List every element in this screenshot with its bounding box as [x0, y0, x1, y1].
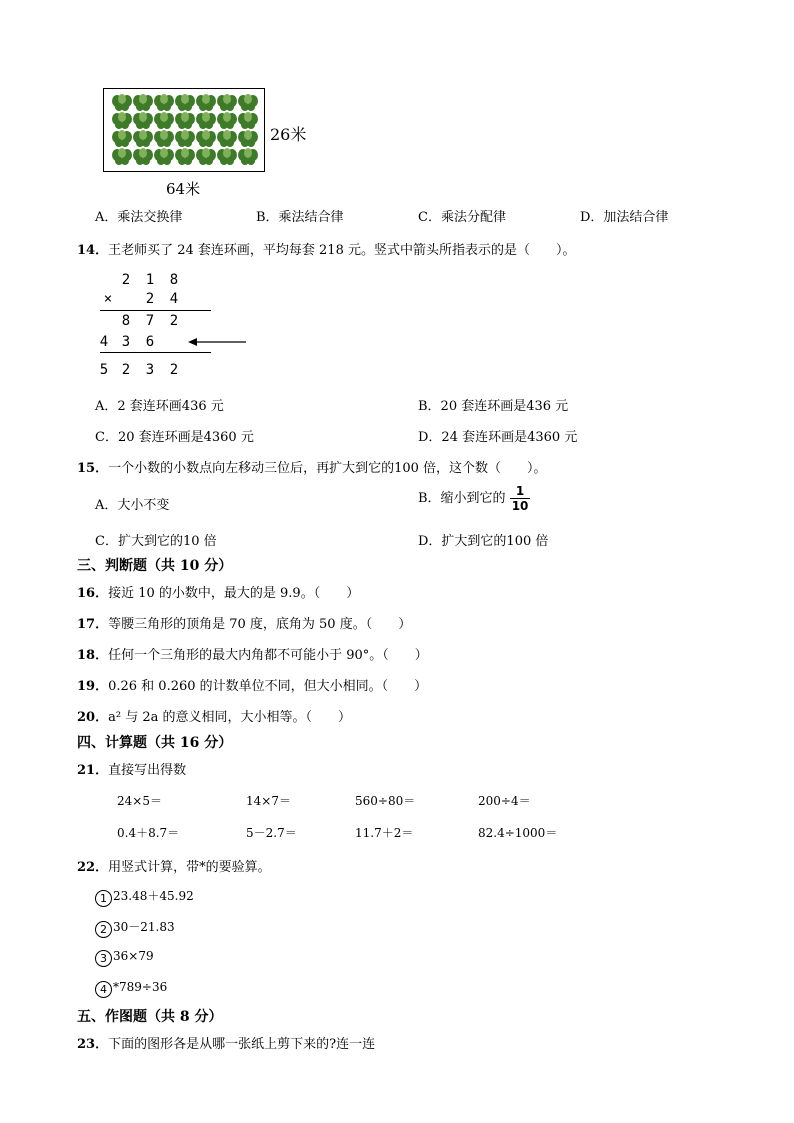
plant-icon — [112, 148, 132, 165]
question-22 — [77, 856, 271, 875]
q14-option-a[interactable]: A．2 套连环画436 元 — [95, 399, 224, 414]
question-number: 22． — [77, 860, 109, 875]
question-21 — [77, 759, 186, 778]
oral-calc-item: 560÷80＝ — [355, 794, 416, 808]
question-text: 下面的图形各是从哪一张纸上剪下来的?连一连 — [108, 1037, 376, 1052]
q14-option-d[interactable]: D．24 套连环画是4360 元 — [418, 430, 578, 445]
plant-icon — [154, 94, 174, 111]
q14-option-c[interactable]: C．20 套连环画是4360 元 — [95, 430, 254, 445]
digit: 8 — [121, 313, 131, 329]
question-14 — [77, 239, 575, 258]
times-sign: × — [103, 291, 113, 307]
field-width-label: 26米 — [270, 125, 307, 144]
q15-option-a[interactable]: A．大小不变 — [95, 498, 170, 513]
question-number: 21． — [77, 763, 109, 778]
arrow-left-icon — [188, 336, 248, 348]
q15-option-b[interactable] — [418, 484, 530, 514]
q13-option-c[interactable]: C．乘法分配律 — [418, 210, 506, 225]
q13-option-d[interactable]: D．加法结合律 — [580, 210, 669, 225]
question-text: 王老师买了 24 套连环画，平均每套 218 元。竖式中箭头所指表示的是（ ）。 — [108, 243, 576, 258]
oral-calc-item: 200÷4＝ — [478, 794, 531, 808]
plant-icon — [133, 148, 153, 165]
question-text: 一个小数的小数点向左移动三位后，再扩大到它的100 倍，这个数（ ）。 — [108, 461, 547, 476]
digit: 2 — [169, 313, 179, 329]
plant-icon — [112, 112, 132, 129]
plant-icon — [238, 112, 258, 129]
circled-number: 2 — [95, 921, 112, 938]
question-number: 20． — [77, 710, 109, 725]
q15-option-d[interactable]: D．扩大到它的100 倍 — [418, 534, 549, 549]
oral-calc-item: 0.4＋8.7＝ — [117, 826, 180, 840]
question-number: 23． — [77, 1037, 109, 1052]
circled-number: 3 — [95, 950, 112, 967]
question-text: 任何一个三角形的最大内角都不可能小于 90°。（ ） — [108, 648, 428, 663]
question-text: 直接写出得数 — [108, 763, 187, 778]
digit: 6 — [145, 334, 155, 350]
plant-icon — [217, 112, 237, 129]
plant-icon — [217, 148, 237, 165]
digit: 3 — [121, 334, 131, 350]
question-20 — [77, 706, 351, 725]
plant-icon — [217, 94, 237, 111]
column-calc-item-3 — [95, 949, 154, 967]
plant-icon — [175, 94, 195, 111]
calc-expression: 23.48＋45.92 — [113, 889, 194, 903]
digit: 1 — [145, 272, 155, 288]
vegetable-plants-grid — [112, 94, 258, 166]
digit: 2 — [169, 362, 179, 378]
question-text: 接近 10 的小数中，最大的是 9.9。（ ） — [108, 586, 360, 601]
fraction-numerator: 1 — [510, 484, 531, 499]
digit: 2 — [121, 362, 131, 378]
plant-icon — [133, 94, 153, 111]
question-16 — [77, 582, 359, 601]
question-18 — [77, 644, 428, 663]
digit: 2 — [145, 291, 155, 307]
digit: 8 — [169, 272, 179, 288]
question-text: 用竖式计算，带*的要验算。 — [108, 860, 271, 875]
plant-icon — [175, 112, 195, 129]
plant-icon — [196, 94, 216, 111]
digit: 7 — [145, 313, 155, 329]
digit: 4 — [99, 334, 109, 350]
fraction-denominator: 10 — [511, 499, 529, 513]
plant-icon — [238, 130, 258, 147]
digit: 2 — [121, 272, 131, 288]
calc-expression: *789÷36 — [113, 980, 168, 994]
question-text: a² 与 2a 的意义相同，大小相等。（ ） — [108, 710, 351, 725]
plant-icon — [175, 130, 195, 147]
oral-calc-item: 11.7＋2＝ — [355, 826, 414, 840]
multiplication-line — [100, 310, 211, 311]
plant-icon — [238, 94, 258, 111]
digit: 5 — [99, 362, 109, 378]
question-number: 14． — [77, 243, 109, 258]
plant-icon — [196, 112, 216, 129]
oral-calc-item: 82.4÷1000＝ — [478, 826, 558, 840]
option-b-text: B．缩小到它的 — [418, 491, 506, 506]
circled-number: 4 — [95, 981, 112, 998]
plant-icon — [175, 148, 195, 165]
oral-calc-item: 5－2.7＝ — [246, 826, 297, 840]
question-number: 15． — [77, 461, 109, 476]
plant-icon — [112, 130, 132, 147]
q13-option-a[interactable]: A．乘法交换律 — [95, 210, 183, 225]
plant-icon — [196, 130, 216, 147]
sum-line — [100, 352, 211, 353]
question-number: 16． — [77, 586, 109, 601]
column-calc-item-2 — [95, 918, 175, 938]
vegetable-field-figure — [103, 88, 265, 172]
question-23 — [77, 1033, 375, 1052]
oral-calc-item: 14×7＝ — [246, 794, 291, 808]
q14-option-b[interactable]: B．20 套连环画是436 元 — [418, 399, 569, 414]
oral-calc-item: 24×5＝ — [117, 794, 162, 808]
plant-icon — [217, 130, 237, 147]
fraction — [510, 484, 531, 513]
digit: 3 — [145, 362, 155, 378]
question-15 — [77, 457, 547, 476]
section-heading-drawing: 五、作图题（共 8 分） — [77, 1009, 223, 1025]
circled-number: 1 — [95, 890, 112, 907]
question-text: 0.26 和 0.260 的计数单位不同，但大小相同。（ ） — [108, 679, 428, 694]
calc-expression: 36×79 — [113, 949, 154, 963]
calc-expression: 30－21.83 — [113, 920, 175, 934]
digit: 4 — [169, 291, 179, 307]
q15-option-c[interactable]: C．扩大到它的10 倍 — [95, 534, 217, 549]
plant-icon — [154, 130, 174, 147]
question-number: 17． — [77, 617, 109, 632]
column-calc-item-1 — [95, 887, 194, 907]
q13-option-b[interactable]: B．乘法结合律 — [256, 210, 344, 225]
question-number: 19． — [77, 679, 109, 694]
question-number: 18． — [77, 648, 109, 663]
column-calc-item-4 — [95, 980, 167, 998]
section-heading-calculation: 四、计算题（共 16 分） — [77, 735, 233, 751]
question-19 — [77, 675, 427, 694]
plant-icon — [133, 130, 153, 147]
field-length-label: 64米 — [166, 180, 201, 198]
plant-icon — [133, 112, 153, 129]
section-heading-judgement: 三、判断题（共 10 分） — [77, 558, 233, 574]
plant-icon — [154, 112, 174, 129]
question-text: 等腰三角形的顶角是 70 度，底角为 50 度。（ ） — [108, 617, 412, 632]
plant-icon — [238, 148, 258, 165]
plant-icon — [196, 148, 216, 165]
question-17 — [77, 613, 411, 632]
plant-icon — [154, 148, 174, 165]
plant-icon — [112, 94, 132, 111]
